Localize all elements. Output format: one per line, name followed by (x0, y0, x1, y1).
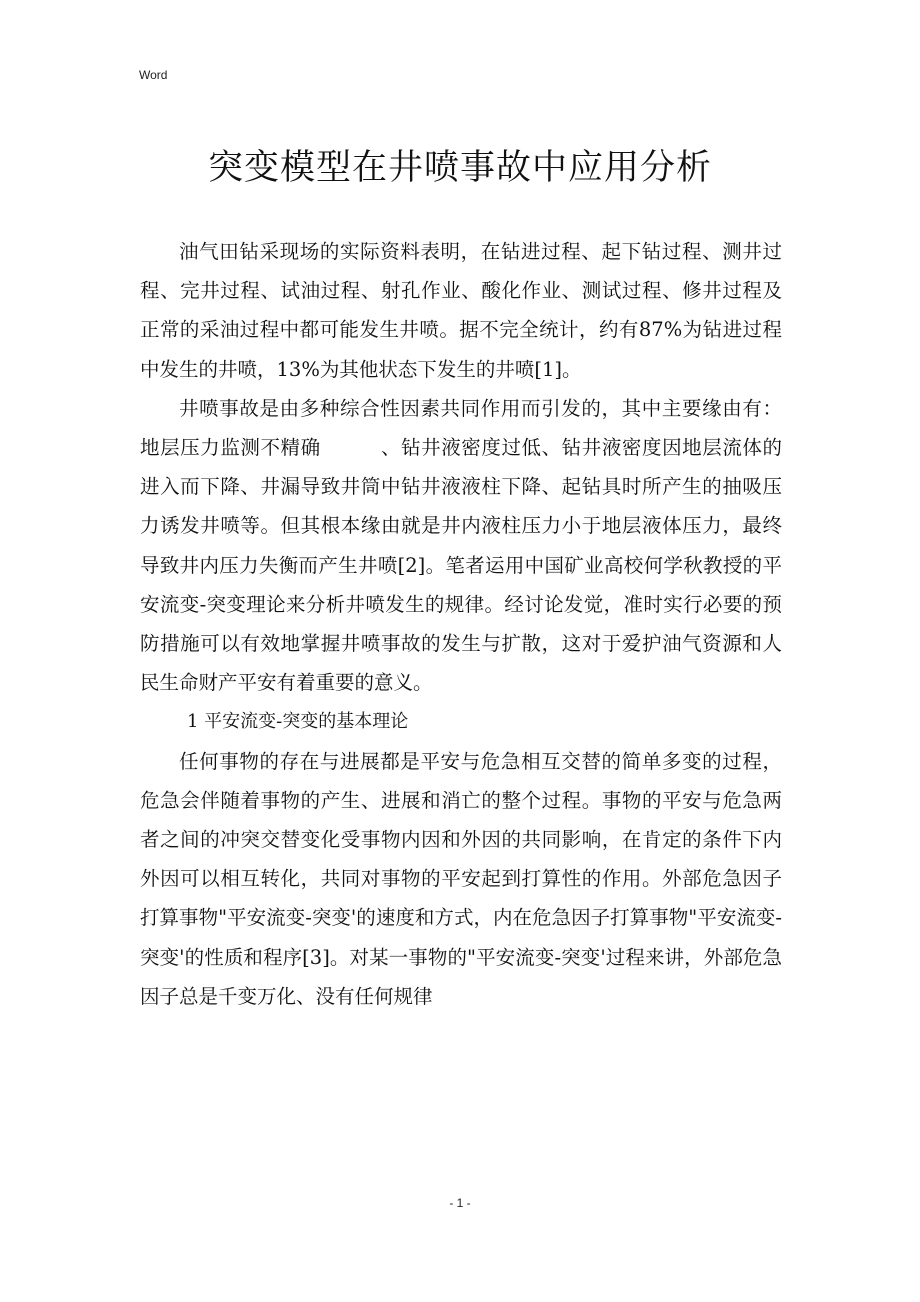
section-heading: 1 平安流变-突变的基本理论 (187, 711, 409, 733)
paragraph-theory: 任何事物的存在与进展都是平安与危急相互交替的简单多变的过程，危急会伴随着事物的产生、进展和消亡的整个过程。事物的平安与危急两者之间的冲突交替变化受事物内因和外因的共同影响，在肯定的条件下内外因可以相互转化，共同对事物的平安起到打算性的作用。外部危急因子打算事物"平安流变-突变'的速度和方式，内在危急因子打算事物"平安流变-突变'的性质和程序[3]。对某一事物的"平安流变-突变'过程来讲，外部危急因子总是千变万化、没有任何规律 (140, 749, 782, 1008)
document-body (140, 232, 782, 1016)
header-label: Word (139, 68, 168, 82)
page-number: - 1 - (449, 1196, 471, 1210)
paragraph-intro: 油气田钻采现场的实际资料表明，在钻进过程、起下钻过程、测井过程、完井过程、试油过程、射孔作业、酸化作业、测试过程、修井过程及正常的采油过程中都可能发生井喷。据不完全统计，约有87%为钻进过程中发生的井喷，13%为其他状态下发生的井喷[1]。 (140, 240, 782, 381)
paragraph-causes: 井喷事故是由多种综合性因素共同作用而引发的，其中主要缘由有：地层压力监测不精确 、钻井液密度过低、钻井液密度因地层流体的进入而下降、井漏导致井筒中钻井液液柱下降、起钻具时所产生的抽吸压力诱发井喷等。但其根本缘由就是井内液柱压力小于地层液体压力，最终导致井内压力失衡而产生井喷[2]。笔者运用中国矿业高校何学秋教授的平安流变-突变理论来分析井喷发生的规律。经讨论发觉，准时实行必要的预防措施可以有效地掌握井喷事故的发生与扩散，这对于爱护油气资源和人民生命财产平安有着重要的意义。 (140, 396, 782, 695)
document-title: 突变模型在井喷事故中应用分析 (207, 148, 712, 188)
